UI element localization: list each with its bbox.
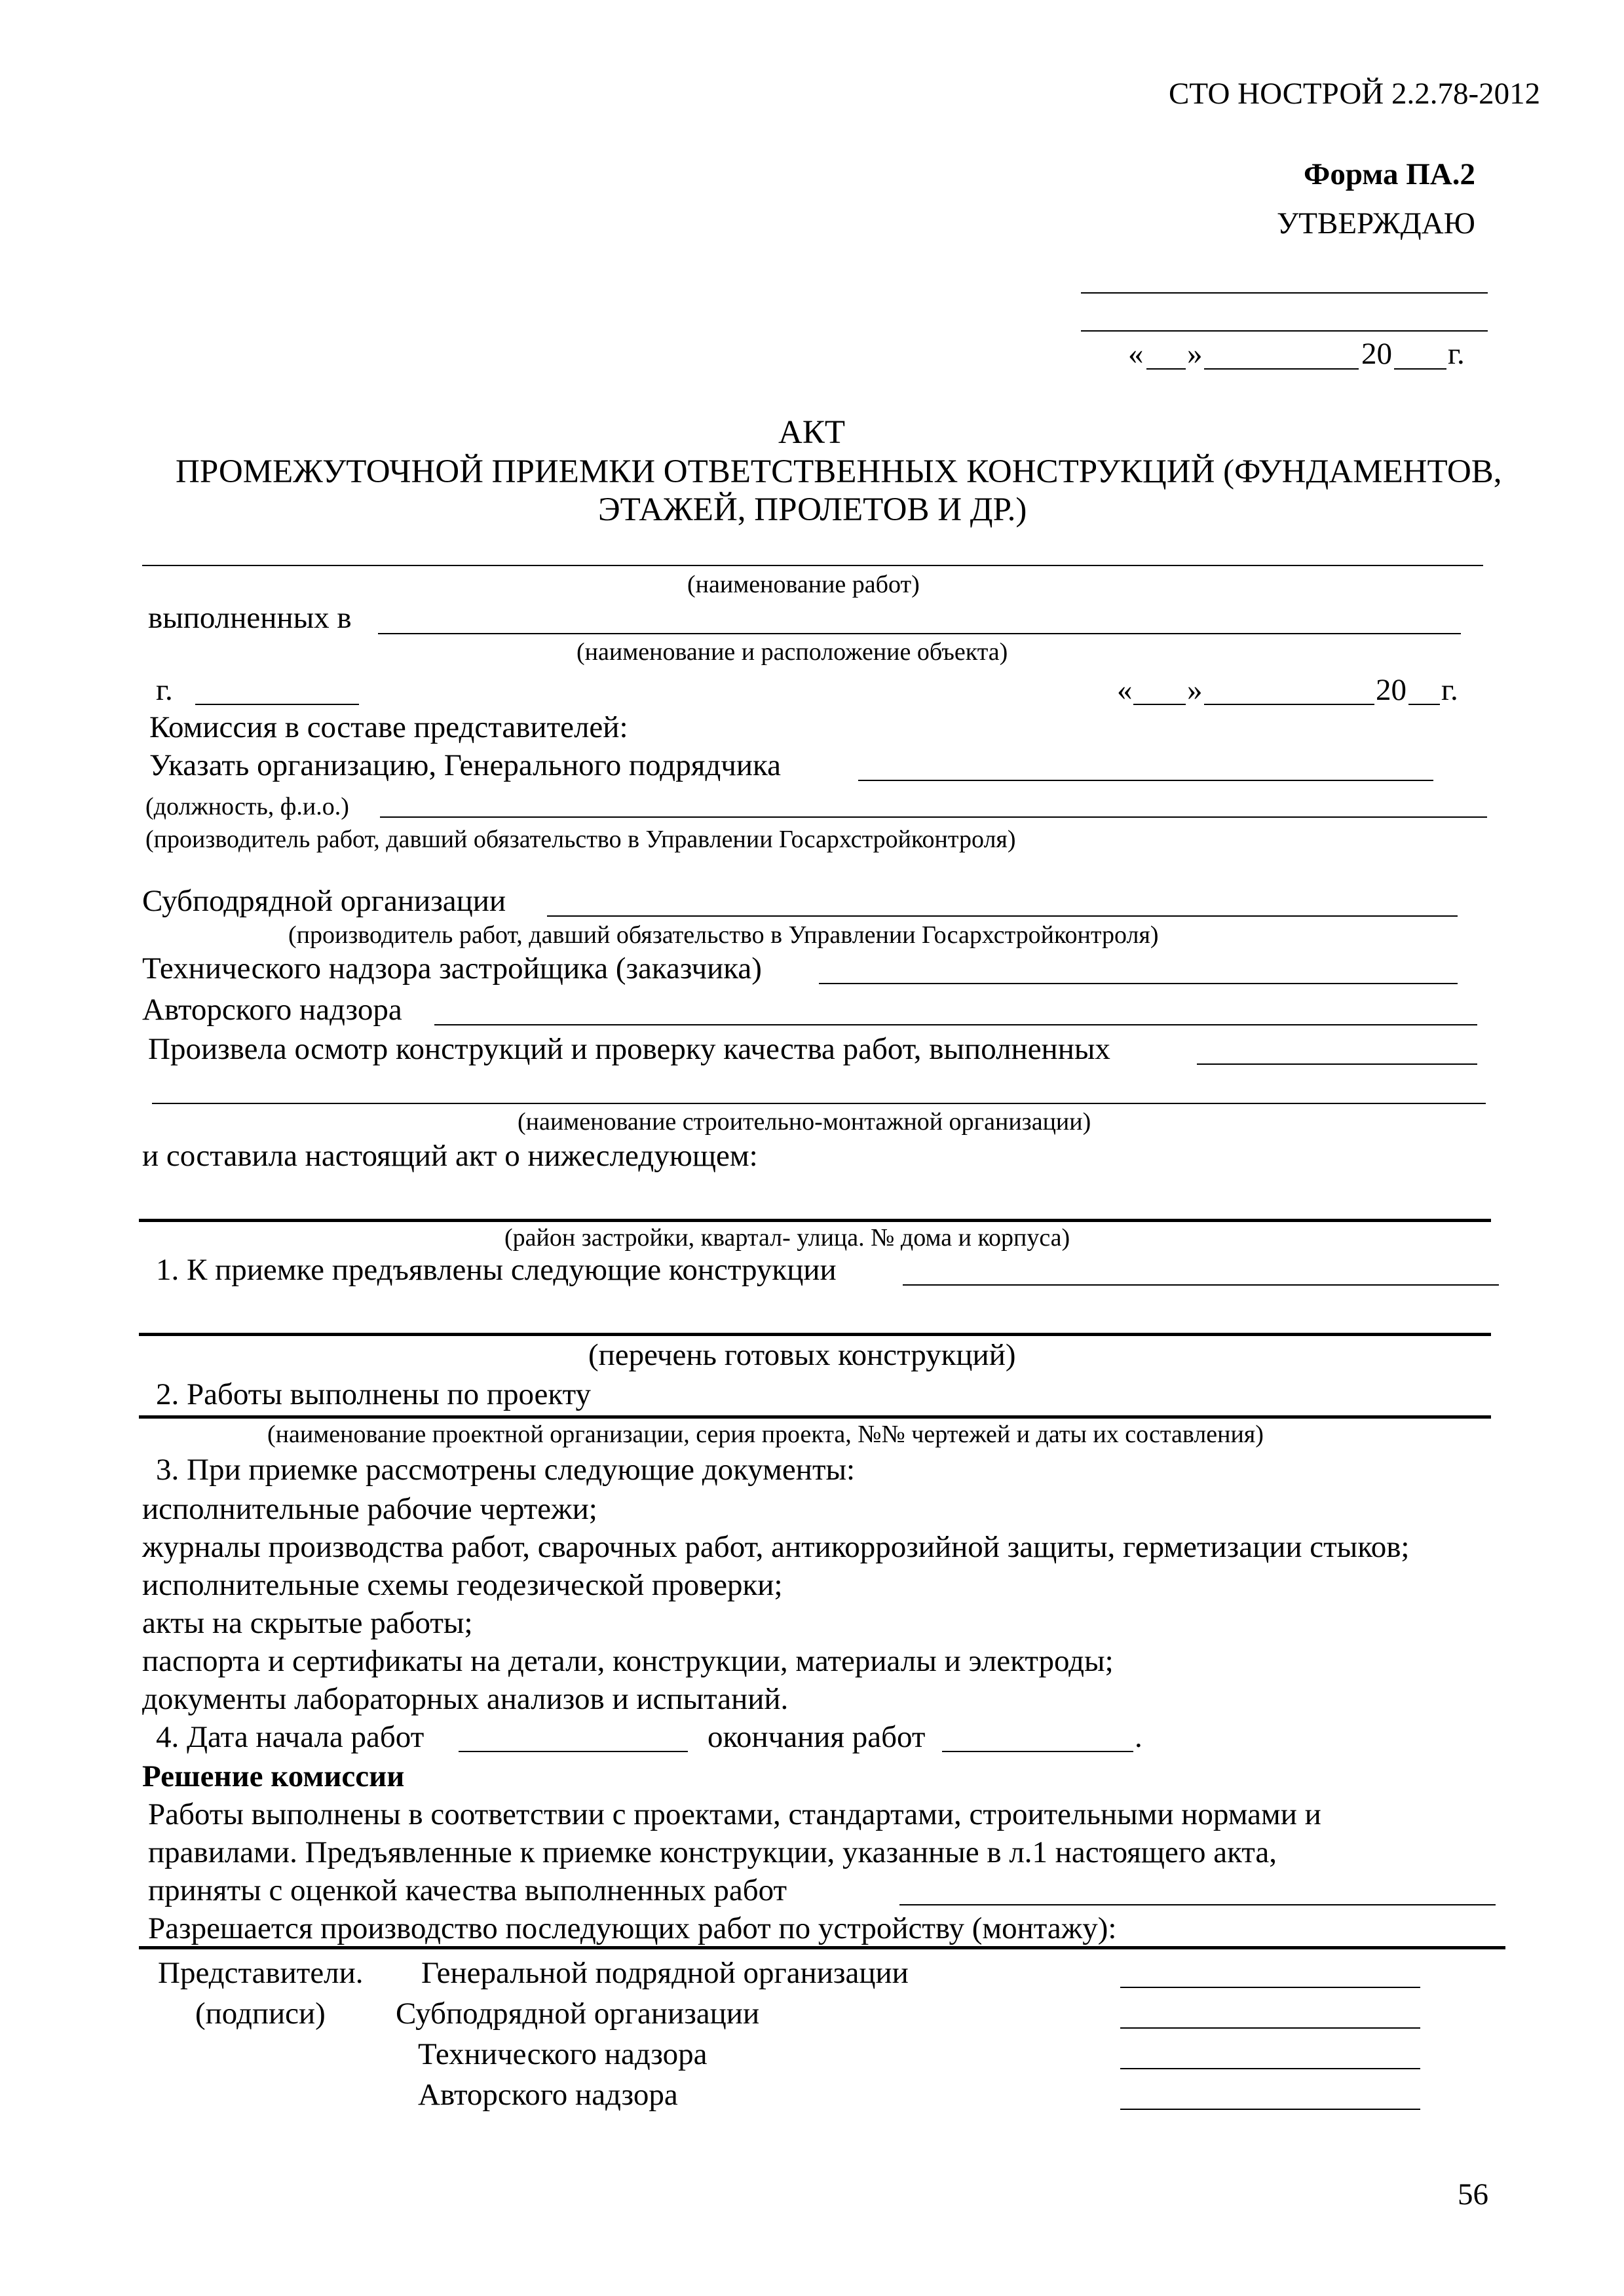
act-subtitle-line2: ЭТАЖЕЙ, ПРОЛЕТОВ И ДР.) (598, 491, 1027, 528)
author-label: Авторского надзора (418, 2078, 678, 2112)
city-line (195, 704, 359, 705)
subcontractor-label: Субподрядной организации (142, 884, 506, 918)
sub-org-label: Субподрядной организации (396, 1997, 760, 2031)
inspected-label: Произвела осмотр конструкций и проверку качества работ, выполненных (148, 1032, 1110, 1066)
approve-signature-line (1081, 292, 1488, 294)
approve-date-20: 20 (1361, 337, 1392, 371)
approve-day-line (1146, 368, 1186, 370)
org-line (152, 1103, 1486, 1104)
act-day-line (1133, 704, 1186, 705)
act-date-mid: » (1187, 673, 1203, 707)
act-year-line (1408, 704, 1440, 705)
decision-line-2: правилами. Предъявленные к приемке конструкции, указанные в л.1 настоящего акта, (148, 1835, 1277, 1869)
approve-month-line (1204, 368, 1359, 370)
district-caption: (район застройки, квартал- улица. № дома и корпуса) (504, 1224, 1070, 1252)
author-supervision-label: Авторского надзора (142, 993, 402, 1027)
act-month-line (1204, 704, 1374, 705)
project-caption: (наименование проектной организации, серия проекта, №№ чертежей и даты их составления) (267, 1421, 1264, 1448)
next-works-line (139, 1946, 1505, 1949)
project-line (139, 1415, 1491, 1419)
item-3-label: 3. При приемке рассмотрены следующие документы: (156, 1453, 856, 1487)
item-4-start-label: 4. Дата начала работ (156, 1720, 425, 1754)
object-caption: (наименование и расположение объекта) (576, 638, 1008, 666)
compiled-label: и составила настоящий акт о нижеследующем: (142, 1139, 758, 1173)
subcontractor-line (547, 915, 1458, 917)
position-name-line (380, 816, 1487, 818)
start-date-line (459, 1751, 688, 1752)
city-label: г. (156, 673, 173, 707)
doc-item: журналы производства работ, сварочных работ, антикоррозийной защиты, герметизации стыков; (142, 1530, 1410, 1564)
list-caption: (перечень готовых конструкций) (588, 1338, 1016, 1372)
list-line (139, 1333, 1491, 1336)
approve-date-g: г. (1448, 337, 1465, 371)
item-2-label: 2. Работы выполнены по проекту (156, 1377, 592, 1411)
act-date-20: 20 (1376, 673, 1407, 707)
decision-title: Решение комиссии (142, 1759, 405, 1793)
act-date-g: г. (1441, 673, 1458, 707)
org-caption: (наименование строительно-монтажной организации) (518, 1108, 1091, 1136)
quality-line (899, 1904, 1496, 1905)
act-title: АКТ (778, 414, 845, 451)
representatives-label: Представители. (158, 1956, 364, 1990)
end-date-line (942, 1751, 1133, 1752)
general-contractor-line (858, 780, 1433, 781)
decision-line-1: Работы выполнены в соответствии с проектами, стандартами, строительными нормами и (148, 1797, 1321, 1831)
district-line (139, 1219, 1491, 1222)
doc-item: исполнительные рабочие чертежи; (142, 1492, 597, 1526)
sub-signature-line (1120, 2027, 1420, 2029)
doc-item: исполнительные схемы геодезической проверки; (142, 1568, 783, 1602)
doc-item: паспорта и сертификаты на детали, конструкции, материалы и электроды; (142, 1644, 1114, 1678)
technical-signature-line (1120, 2068, 1420, 2069)
approve-date-mid: » (1187, 337, 1203, 371)
works-name-line (142, 565, 1483, 566)
general-signature-line (1120, 1987, 1420, 1988)
general-org-label: Генеральной подрядной организации (421, 1956, 909, 1990)
object-line (378, 633, 1461, 634)
approve-date-open: « (1128, 337, 1144, 371)
author-signature-line (1120, 2109, 1420, 2110)
position-name-label: (должность, ф.и.о.) (145, 793, 349, 820)
item-1-label: 1. К приемке предъявлены следующие конструкции (156, 1253, 837, 1287)
item-1-line (903, 1284, 1499, 1286)
technical-supervision-line (819, 983, 1458, 984)
act-subtitle-line1: ПРОМЕЖУТОЧНОЙ ПРИЕМКИ ОТВЕТСТВЕННЫХ КОНСТРУКЦИЙ (ФУНДАМЕНТОВ, (176, 453, 1502, 490)
item-4-end-label: окончания работ (708, 1720, 926, 1754)
doc-item: документы лабораторных анализов и испытаний. (142, 1682, 789, 1716)
technical-label: Технического надзора (418, 2037, 708, 2071)
approve-label: УТВЕРЖДАЮ (1277, 206, 1475, 240)
signatures-label: (подписи) (195, 1997, 326, 2031)
commission-label: Комиссия в составе представителей: (149, 710, 628, 744)
works-caption: (наименование работ) (687, 571, 920, 598)
inspected-line (1197, 1063, 1477, 1065)
producer-caption: (производитель работ, давший обязательство в Управлении Госархстройконтроля) (145, 826, 1016, 853)
form-label: Форма ПА.2 (1304, 157, 1475, 191)
approve-name-line (1081, 330, 1488, 332)
doc-item: акты на скрытые работы; (142, 1606, 473, 1640)
general-contractor-label: Указать организацию, Генерального подрядчика (149, 748, 782, 782)
item-4-dot: . (1135, 1720, 1142, 1754)
author-supervision-line (434, 1024, 1477, 1025)
decision-line-3: приняты с оценкой качества выполненных работ (148, 1873, 787, 1907)
act-date-open: « (1117, 673, 1133, 707)
page-number: 56 (1458, 2177, 1488, 2211)
done-in-label: выполненных в (148, 601, 352, 635)
technical-supervision-label: Технического надзора застройщика (заказчика) (142, 951, 762, 985)
standard-code: СТО НОСТРОЙ 2.2.78-2012 (1169, 77, 1541, 111)
approve-year-line (1394, 368, 1446, 370)
decision-line-4: Разрешается производство последующих работ по устройству (монтажу): (148, 1911, 1117, 1945)
producer-caption-2: (производитель работ, давший обязательство в Управлении Госархстройконтроля) (288, 921, 1159, 949)
